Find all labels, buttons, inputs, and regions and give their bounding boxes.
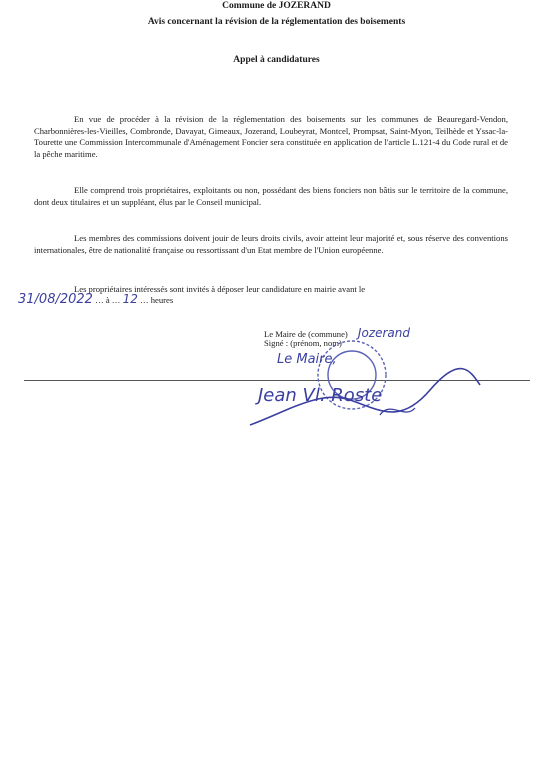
mayor-label: Le Maire de (commune): [264, 329, 348, 339]
deadline-suffix: heures: [150, 295, 174, 305]
deadline-dots-2: …: [140, 295, 149, 305]
handwritten-name: Jean Vl. Roste: [258, 385, 383, 406]
signature-stamp-area: [230, 330, 490, 435]
deadline-dots: … à …: [95, 295, 121, 305]
signed-line: Signé : (prénom, nom): [264, 338, 342, 348]
notice-title: Avis concernant la révision de la réglementation des boisements: [147, 17, 406, 27]
notice-subtitle: Appel à candidatures: [233, 55, 320, 65]
deadline-hour: 12: [122, 292, 138, 306]
paragraph-composition: Elle comprend trois propriétaires, exploitants ou non, possédant des biens fonciers non bâtis sur le territoire de la commune, dont deux titulaires et un suppléant, élus par le Conseil municipal.: [34, 185, 508, 207]
paragraph-intro: En vue de procéder à la révision de la réglementation des boisements sur les communes de Beauregard-Vendon, Charbonnières-les-Vieilles, Combronde, Davayat, Gimeaux, Jozerand, Loubeyrat, Montcel, Prompsat, Saint-Myon, Teilhède et Yssac-la-Tourette une Commission Intercommunale d'Aménagement Foncier sera constituée en application de l'article L.121-4 du Code rural et de la pêche maritime.: [34, 114, 508, 159]
deadline-line: [18, 292, 173, 307]
paragraph-eligibility: Les membres des commissions doivent jouir de leurs droits civils, avoir atteint leur majorité et, sous réserve des conventions internationales, être de nationalité française ou ressortissant d'un Etat membre de l'Union européenne.: [34, 233, 508, 255]
paragraph-deadline: Les propriétaires intéressés sont invités à déposer leur candidature en mairie avant le: [74, 284, 366, 294]
mayor-commune: Jozerand: [357, 326, 410, 340]
handwritten-title: Le Maire,: [277, 352, 337, 367]
signature-graphic: [230, 330, 490, 435]
deadline-date: 31/08/2022: [18, 292, 93, 307]
commune-title: Commune de JOZERAND: [222, 1, 331, 11]
